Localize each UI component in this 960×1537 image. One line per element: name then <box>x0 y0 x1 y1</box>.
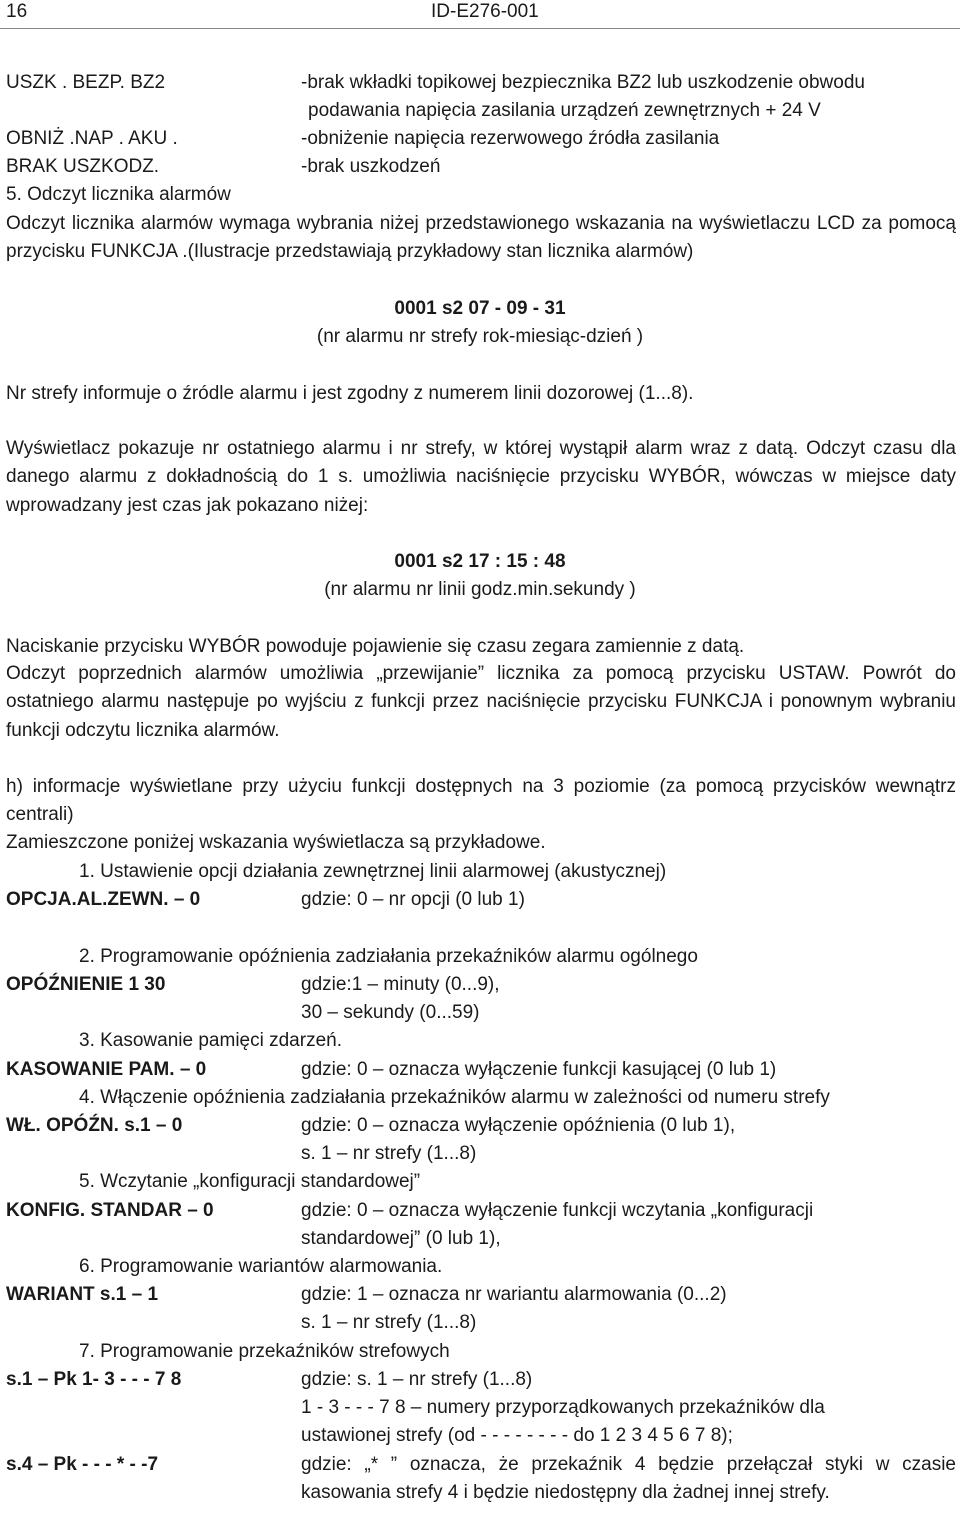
item-description: gdzie:1 – minuty (0...9), <box>301 974 500 995</box>
document-id: ID-E276-001 <box>431 1 539 22</box>
display-example-date: 0001 s2 07 - 09 - 31 <box>394 298 566 319</box>
scroll-info-paragraph: Odczyt poprzednich alarmów umożliwia „przewijanie” licznika za pomocą przycisku USTAW. Powrót do ostatniego alarmu następuje po wyjściu z funkcji przez naciśnięcie przycisku FUNKCJA i ponownym wybraniu funkcji odczytu licznika alarmów. <box>6 663 956 741</box>
item-title: 6. Programowanie wariantów alarmowania. <box>79 1256 443 1277</box>
item-display: KONFIG. STANDAR – 0 <box>6 1200 214 1221</box>
fault-description: -brak wkładki topikowej bezpiecznika BZ2 lub uszkodzenie obwodu <box>301 72 865 93</box>
item-title: 1. Ustawienie opcji działania zewnętrznej linii alarmowej (akustycznej) <box>79 861 667 882</box>
item-display: s.1 – Pk 1- 3 - - - 7 8 <box>6 1369 182 1390</box>
fault-code: USZK . BEZP. BZ2 <box>6 72 166 93</box>
item-description: gdzie: 0 – oznacza wyłączenie funkcji wczytania „konfiguracji standardowej” (0 lub 1), <box>301 1200 814 1250</box>
item-description: s. 1 – nr strefy (1...8) <box>301 1143 477 1164</box>
section-note: Zamieszczone poniżej wskazania wyświetlacza są przykładowe. <box>6 832 546 853</box>
page-number: 16 <box>6 1 28 22</box>
fault-code: BRAK USZKODZ. <box>6 156 160 177</box>
item-display: OPCJA.AL.ZEWN. – 0 <box>6 889 201 910</box>
display-example-caption: (nr alarmu nr strefy rok-miesiąc-dzień ) <box>316 326 644 347</box>
item-description: 30 – sekundy (0...59) <box>301 1002 480 1023</box>
zone-info-paragraph: Nr strefy informuje o źródle alarmu i jest zgodny z numerem linii dozorowej (1...8). <box>6 383 694 404</box>
display-example-caption: (nr alarmu nr linii godz.min.sekundy ) <box>324 579 636 600</box>
item-title: 5. Wczytanie „konfiguracji standardowej” <box>79 1171 421 1192</box>
item-display: s.4 – Pk - - - * - -7 <box>6 1454 159 1475</box>
item-title: 2. Programowanie opóźnienia zadziałania przekaźników alarmu ogólnego <box>79 946 698 967</box>
item-title: 4. Włączenie opóźnienia zadziałania przekaźników alarmu w zależności od numeru strefy <box>79 1087 830 1108</box>
item-title: 7. Programowanie przekaźników strefowych <box>79 1341 450 1362</box>
item-description: gdzie: 1 – oznacza nr wariantu alarmowania (0...2) <box>301 1284 727 1305</box>
item-description: gdzie: 0 – oznacza wyłączenie funkcji kasującej (0 lub 1) <box>301 1059 777 1080</box>
item-title: 3. Kasowanie pamięci zdarzeń. <box>79 1030 342 1051</box>
item-description: gdzie: 0 – nr opcji (0 lub 1) <box>301 889 525 910</box>
item-description: gdzie: s. 1 – nr strefy (1...8) <box>301 1369 533 1390</box>
fault-description: -brak uszkodzeń <box>301 156 441 177</box>
section-heading: 5. Odczyt licznika alarmów <box>6 184 231 205</box>
item-description: s. 1 – nr strefy (1...8) <box>301 1312 477 1333</box>
item-display: WŁ. OPÓŹN. s.1 – 0 <box>6 1115 183 1136</box>
display-info-paragraph: Wyświetlacz pokazuje nr ostatniego alarmu i nr strefy, w której wystąpił alarm wraz z datą. Odczyt czasu dla danego alarmu z dokładnością do 1 s. umożliwia naciśnięcie przycisku WYBÓR, wówczas w miejsce daty wprowadzany jest czas jak pokazano niżej: <box>6 438 956 516</box>
item-display: WARIANT s.1 – 1 <box>6 1284 159 1305</box>
item-description: gdzie: 0 – oznacza wyłączenie opóźnienia (0 lub 1), <box>301 1115 736 1136</box>
display-example-time: 0001 s2 17 : 15 : 48 <box>394 551 566 572</box>
fault-description: -obniżenie napięcia rezerwowego źródła zasilania <box>301 128 720 149</box>
section-heading: h) informacje wyświetlane przy użyciu funkcji dostępnych na 3 poziomie (za pomocą przycisków wewnątrz centrali) <box>6 776 956 826</box>
item-description: gdzie: „* ” oznacza, że przekaźnik 4 będzie przełączał styki w czasie kasowania strefy 4 i będzie niedostępny dla żadnej innej strefy. <box>301 1454 956 1504</box>
item-display: OPÓŹNIENIE 1 30 <box>6 974 166 995</box>
item-description: 1 - 3 - - - 7 8 – numery przyporządkowanych przekaźników dla ustawionej strefy (od - - - - - - - - do 1 2 3 4 5 6 7 8); <box>301 1397 825 1447</box>
section-intro-paragraph: Odczyt licznika alarmów wymaga wybrania niżej przedstawionego wskazania na wyświetlaczu LCD za pomocą przycisku FUNKCJA .(Ilustracje przedstawiają przykładowy stan licznika alarmów) <box>6 213 956 263</box>
item-display: KASOWANIE PAM. – 0 <box>6 1059 207 1080</box>
fault-description: podawania napięcia zasilania urządzeń zewnętrznych + 24 V <box>308 100 821 121</box>
fault-code: OBNIŻ .NAP . AKU . <box>6 128 178 149</box>
toggle-info-paragraph: Naciskanie przycisku WYBÓR powoduje pojawienie się czasu zegara zamiennie z datą. <box>6 636 745 657</box>
